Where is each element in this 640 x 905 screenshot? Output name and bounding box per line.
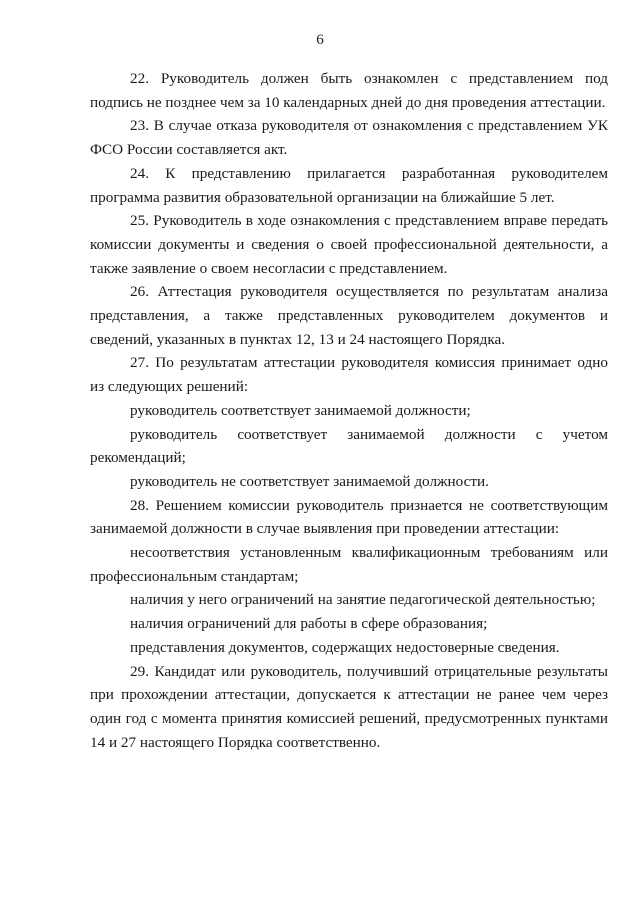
paragraph-22: 22. Руководитель должен быть ознакомлен с представлением под подпись не позднее чем за 10 календарных дней до дня проведения аттестации. — [90, 70, 608, 111]
page-number: 6 — [316, 32, 324, 48]
paragraph-27: 27. По результатам аттестации руководителя комиссия принимает одно из следующих решений: — [90, 354, 608, 396]
paragraph-28: 28. Решением комиссии руководитель признается не соответствующим занимаемой должности в случае выявления при проведении аттестации: — [90, 496, 608, 538]
list-item-decision-2: руководитель соответствует занимаемой должности с учетом рекомендаций; — [90, 425, 608, 467]
paragraph-25: 25. Руководитель в ходе ознакомления с представлением вправе передать комиссии документы и сведения о своей профессиональной деятельности, а также заявление о своем несогласии с представлением. — [90, 212, 608, 277]
list-item-reason-4: представления документов, содержащих недостоверные сведения. — [130, 638, 560, 656]
paragraph-29: 29. Кандидат или руководитель, получивший отрицательные результаты при прохождении аттестации, допускается к аттестации не ранее чем через один год с момента принятия комиссией решений, предусмотренных пунктами 14 и 27 настоящего Порядка соответственно. — [90, 662, 608, 751]
list-item-reason-1: несоответствия установленным квалификационным требованиям или профессиональным стандартам; — [90, 544, 608, 585]
list-item-reason-3: наличия ограничений для работы в сфере образования; — [130, 615, 488, 633]
paragraph-24: 24. К представлению прилагается разработанная руководителем программа развития образовательной организации на ближайшие 5 лет. — [90, 164, 608, 206]
document-body — [90, 67, 608, 754]
list-item-reason-2: наличия у него ограничений на занятие педагогической деятельностью; — [130, 591, 596, 609]
list-item-decision-3: руководитель не соответствует занимаемой должности. — [130, 472, 489, 490]
paragraph-26: 26. Аттестация руководителя осуществляется по результатам анализа представления, а также представленных руководителем документов и сведений, указанных в пунктах 12, 13 и 24 настоящего Порядка. — [90, 283, 608, 348]
paragraph-23: 23. В случае отказа руководителя от ознакомления с представлением УК ФСО России составляется акт. — [90, 117, 608, 159]
list-item-decision-1: руководитель соответствует занимаемой должности; — [130, 401, 471, 419]
